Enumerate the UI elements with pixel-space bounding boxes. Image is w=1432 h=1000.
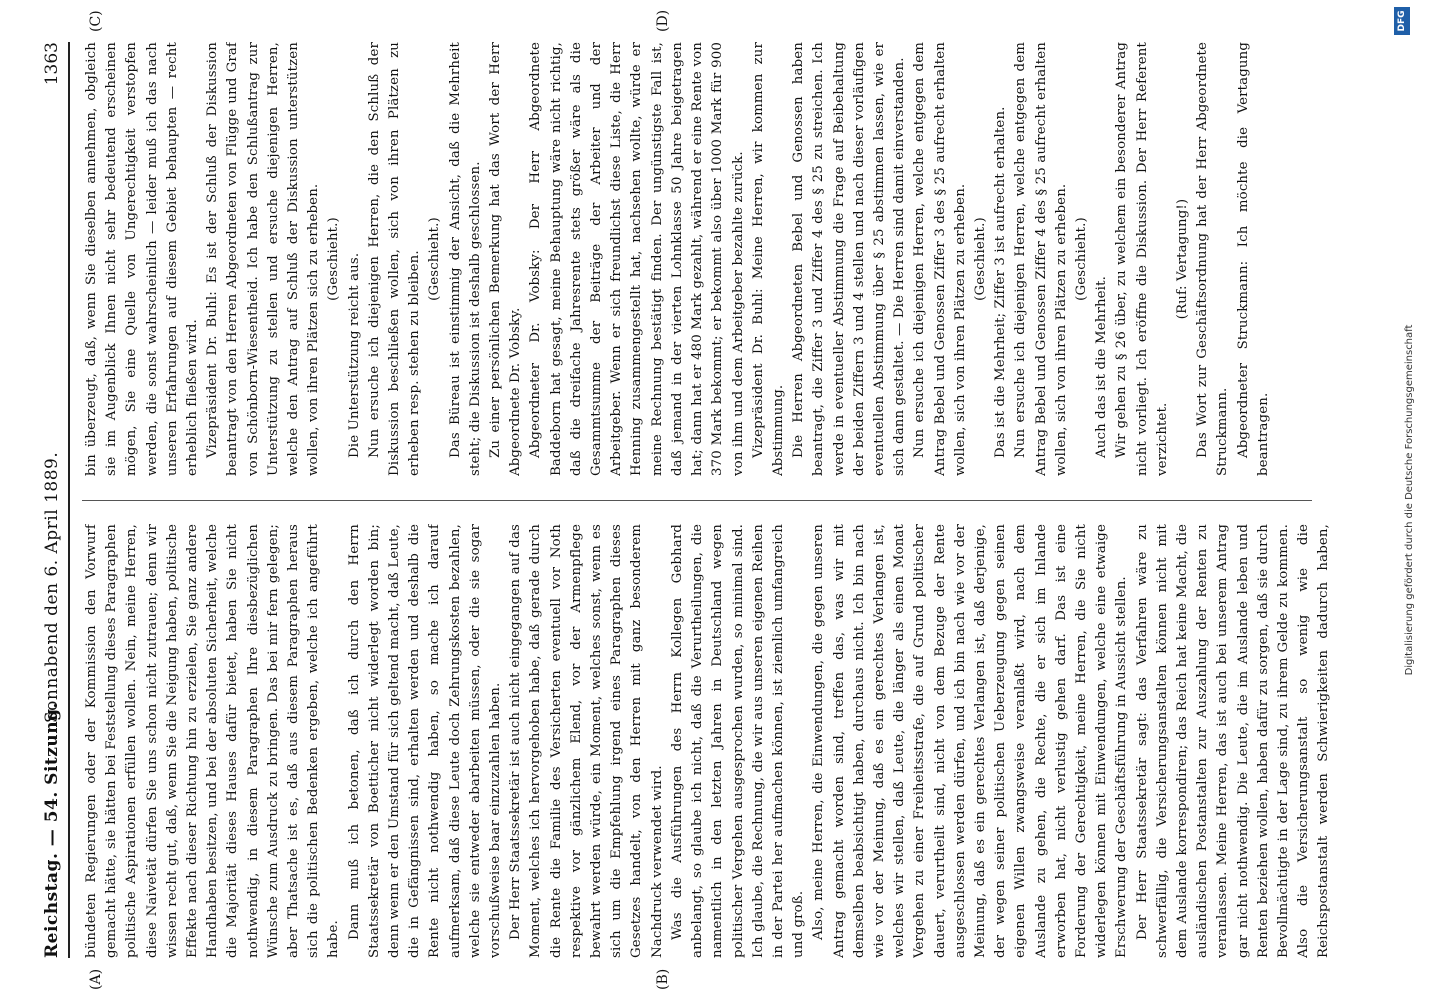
paragraph: Das Wort zur Geschäftsordnung hat der Herr Abgeordnete Struckmann. xyxy=(1195,42,1231,476)
paragraph: Vizepräsident Dr. Buhl: Meine Herren, wir kommen zur Abstimmung. xyxy=(750,42,786,476)
paragraph: Die Herren Abgeordneten Bebel und Genossen haben beantragt, die Ziffer 3 und Ziffer 4 des § 25 zu streichen. Ich werde in eventueller Abstimmung die Frage auf Beibehaltung der beiden Ziffern 3 und 4 stellen und nach dieser vorläufigen eventuellen Abstimmung über § 25 abstimmen lassen, wie er sich dann gestaltet. — Die Herren sind damit einverstanden. xyxy=(791,42,908,476)
paragraph: Das ist die Mehrheit; Ziffer 3 ist aufrecht erhalten. xyxy=(993,106,1009,458)
right-column xyxy=(82,42,1332,476)
paragraph: Nun ersuche ich diejenigen Herren, welche entgegen dem Antrag Bebel und Genossen Ziffer 3 des § 25 aufrecht erhalten wollen, sich von ihren Plätzen zu erheben. xyxy=(912,42,968,476)
paragraph: Das Büreau ist einstimmig der Ansicht, daß die Mehrheit steht; die Diskussion ist deshalb geschlossen. xyxy=(447,42,483,476)
paragraph: Die Unterstützung reicht aus. xyxy=(346,252,362,458)
paragraph: Was die Ausführungen des Herrn Kollegen Gebhard anbelangt, so glaube ich nicht, daß die Verurtheilungen, die namentlich in den letzten Jahren in Deutschland wegen politischer Vergehen ausgesprochen wurden, so minimal sind. Ich glaube, die Rechnung, die wir aus unseren eigenen Reihen in der Partei her aufmachen können, ist ziemlich umfangreich und groß. xyxy=(669,524,807,958)
stage-direction: (Geschieht.) xyxy=(1073,217,1089,301)
header-date: Sonnabend den 6. April 1889. xyxy=(42,451,62,723)
column-divider xyxy=(82,500,1312,501)
dfg-logo: DFG xyxy=(1394,7,1410,35)
margin-marker-c: (C) xyxy=(88,10,104,32)
header-title: Reichstag. — 54. Sitzung. xyxy=(42,702,62,958)
paragraph: Der Herr Staatssekretär sagt: das Verfahren wäre zu schwerfällig, die Versicherungsanstalten können nicht mit dem Auslande korrespondiren; das Reich hat keine Macht, die ausländischen Postanstalten zur Auszahlung der Renten zu veranlassen. Meine Herren, das ist auch bei unserem Antrag gar nicht nothwendig. Die Leute, die im Auslande leben und Renten beziehen wollen, haben dafür zu sorgen, daß sie durch Bevollmächtigte in der Lage sind, zu ihrem Gelde zu kommen. Also die Versicherungsanstalt so wenig wie die Reichspostanstalt werden Schwierigkeiten dadurch haben, xyxy=(1134,524,1332,958)
paragraph: Der Herr Staatssekretär ist auch nicht eingegangen auf das Moment, welches ich hervorgehoben habe, daß gerade durch die Rente die Familie des Versicherten eventuell vor Noth respektive vor gänzlichem Elend, vor der Armenpflege bewahrt werden würde, ein Moment, welches sonst, wenn es sich um die Empfehlung irgend eines Paragraphen dieses Gesetzes handelt, von den Herren mit ganz besonderem Nachdruck verwendet wird. xyxy=(508,524,665,958)
digitization-credit: Digitalisierung gefördert durch die Deutsche Forschungsgemeinschaft xyxy=(1404,324,1415,676)
paragraph: Nun ersuche ich diejenigen Herren, welche entgegen dem Antrag Bebel und Genossen Ziffer 4 des § 25 aufrecht erhalten wollen, sich von ihren Plätzen zu erheben. xyxy=(1013,42,1069,476)
margin-marker-b: (B) xyxy=(655,968,671,990)
margin-marker-d: (D) xyxy=(655,9,671,32)
left-column xyxy=(82,524,1332,958)
margin-marker-a: (A) xyxy=(88,968,104,990)
page-header xyxy=(38,42,70,958)
stage-direction: (Geschieht.) xyxy=(427,217,443,301)
paragraph: Abgeordneter Dr. Vobsky: Der Herr Abgeordnete Baddeborn hat gesagt, meine Behauptung wäre nicht richtig, daß die dreifache Jahresrente stets größer wäre als die Gesammtsumme der Beiträge der Arbeiter und der Arbeitgeber. Wenn er sich freundlichst diese Liste, die Herr Henning zusammengestellt hat, nachsehen wollte, würde er meine Rechnung bestätigt finden. Der ungünstigste Fall ist, daß jemand in der vierten Lohnklasse 50 Jahre beigetragen hat; dann hat er 480 Mark gezahlt, während er eine Rente von 370 Mark bekommt; er bekommt also über 1000 Mark für 900 von ihm und dem Arbeitgeber bezahlte zurück. xyxy=(528,42,746,476)
paragraph: bin überzeugt, daß, wenn Sie dieselben annehmen, obgleich sie im Augenblick Ihnen nicht sehr bedeutend erscheinen mögen, Sie eine Quelle von Ungerechtigkeit verstopfen werden, die sonst wahrscheinlich — leider muß ich das nach unseren Erfahrungen auf diesem Gebiet behaupten — recht erheblich fließen wird. xyxy=(84,42,201,476)
paragraph: Zu einer persönlichen Bemerkung hat das Wort der Herr Abgeordnete Dr. Vobsky. xyxy=(488,42,524,476)
paragraph: Also, meine Herren, die Einwendungen, die gegen unseren Antrag gemacht worden sind, treffen das, was wir mit demselben beabsichtigt haben, durchaus nicht. Ich bin nach wie vor der Meinung, daß es ein gerechtes Verlangen ist, welches wir stellen, daß Leute, die länger als einen Monat Vergehen zu einer Freiheitsstrafe, die auf Grund politischer dauert, verurtheilt sind, nicht von dem Bezuge der Rente ausgeschlossen werden dürfen, und ich bin nach wie vor der Meinung, daß es ein gerechtes Verlangen ist, daß derjenige, der wegen seiner politischen Ueberzeugung gegen seinen eigenen Willen zwangsweise veranlaßt wird, nach dem Auslande zu gehen, die Rechte, die er sich im Inlande erworben hat, nicht verlustig gehen darf. Das ist eine Forderung der Gerechtigkeit, meine Herren, die Sie nicht widerlegen können mit Einwendungen, welche eine etwaige Erschwerung der Geschäftsführung in Aussicht stellen. xyxy=(811,524,1130,958)
paragraph: Vizepräsident Dr. Buhl: Es ist der Schluß der Diskussion beantragt von den Herren Abgeordneten von Flügge und Graf von Schönborn-Wiesentheid. Ich habe den Schlußantrag zur Unterstützung zu stellen und ersuche diejenigen Herren, welche den Antrag auf Schluß der Diskussion unterstützen wollen, von ihren Plätzen sich zu erheben. xyxy=(205,42,322,476)
paragraph: Wir gehen zu § 26 über, zu welchem ein besonderer Antrag nicht vorliegt. Ich eröffne die Diskussion. Der Herr Referent verzichtet. xyxy=(1114,42,1170,476)
paragraph: Dann muß ich betonen, daß ich durch den Herrn Staatssekretär von Boetticher nicht widerlegt worden bin; denn wenn er den Umstand für sich geltend macht, daß Leute, die in Gefängnissen sind, erhalten werden und deshalb die Rente nicht nothwendig haben, so mache ich darauf aufmerksam, daß diese Leute doch Zehrungskosten bezahlen, welche sie entweder abarbeiten müssen, oder die sie sogar vorschußweise baar einzuzahlen haben. xyxy=(346,524,504,958)
stage-direction: (Geschieht.) xyxy=(326,217,342,301)
stage-direction: (Geschieht.) xyxy=(972,217,988,301)
stage-direction: (Ruf: Vertagung!) xyxy=(1174,198,1190,320)
paragraph: bündeten Regierungen oder der Kommission den Vorwurf gemacht hätte, sie hätten bei Feststellung dieses Paragraphen politische Aspirationen erfüllen wollen. Nein, meine Herren, diese Naivetät dürfen Sie uns schon nicht zutrauen; denn wir wissen recht gut, daß, wenn Sie die Neigung haben, politische Effekte nach dieser Richtung hin zu erzielen, Sie ganz andere Handhaben besitzen, und bei der absoluten Sicherheit, welche die Majorität dieses Hauses dafür bietet, haben Sie nicht nothwendig, in diesem Paragraphen Ihre diesbezüglichen Wünsche zum Ausdruck zu bringen. Das bei mir fern gelegen; aber Thatsache ist es, daß aus diesem Paragraphen heraus sich die politischen Bedenken ergeben, welche ich angeführt habe. xyxy=(84,524,342,958)
page-number: 1363 xyxy=(42,42,62,86)
paragraph: Auch das ist die Mehrheit. xyxy=(1094,276,1110,458)
paragraph: Nun ersuche ich diejenigen Herren, die den Schluß der Diskussion beschließen wollen, sich von ihren Plätzen zu erheben resp. stehen zu bleiben. xyxy=(366,42,423,476)
paragraph: Abgeordneter Struckmann: Ich möchte die Vertagung beantragen. xyxy=(1235,42,1271,476)
